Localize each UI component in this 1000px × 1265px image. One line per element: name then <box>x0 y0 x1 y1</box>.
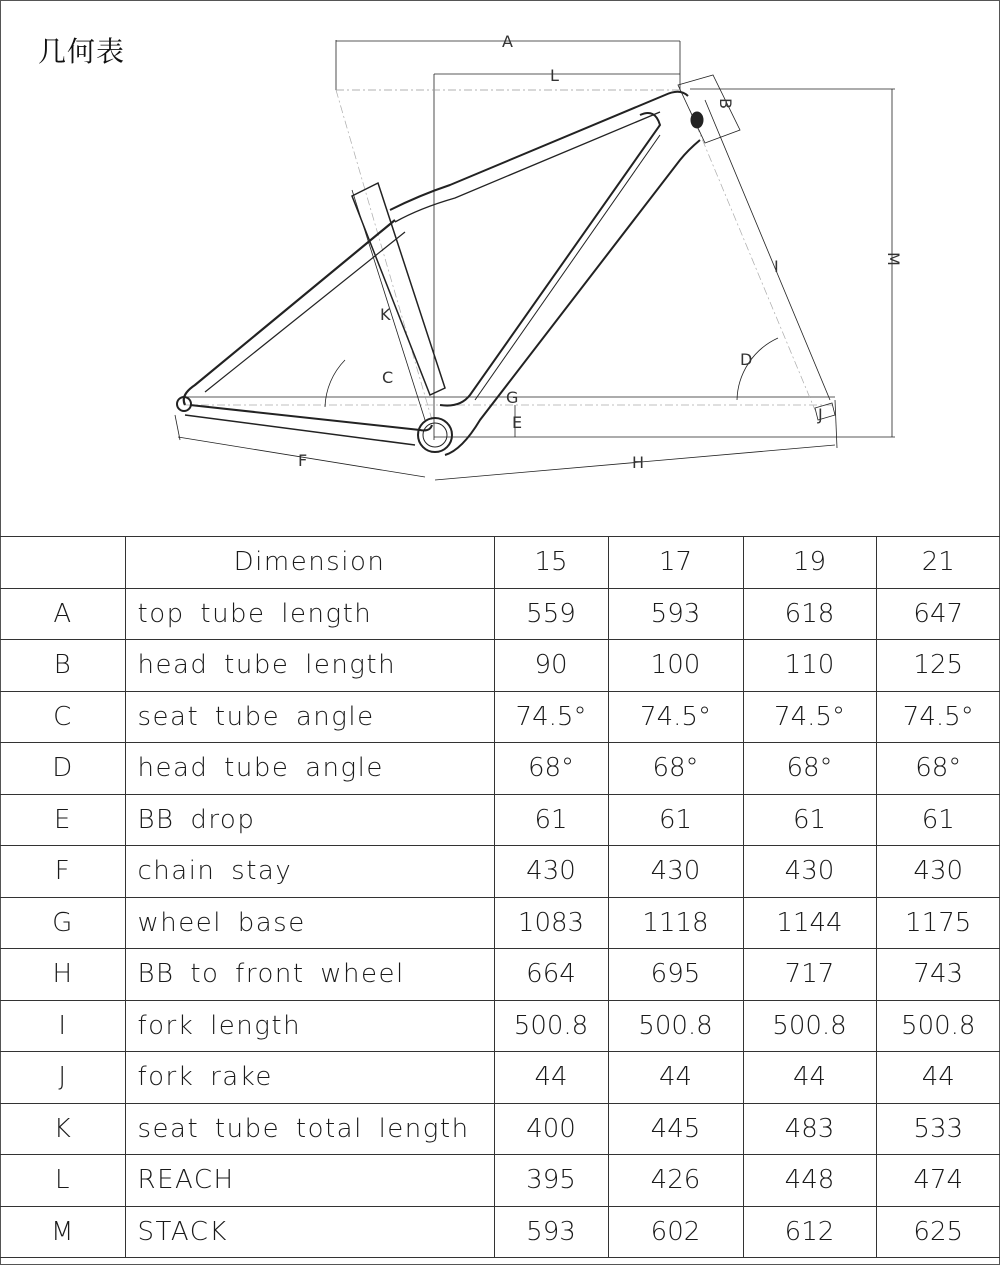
row-value: 500.8 <box>876 1000 1000 1052</box>
row-value: 68° <box>743 743 876 795</box>
row-key: J <box>0 1052 125 1104</box>
row-name: head tube angle <box>125 743 494 795</box>
dim-label-c: C <box>382 368 394 387</box>
frame-geometry-diagram <box>0 0 1000 535</box>
row-value: 395 <box>494 1155 608 1207</box>
row-value: 68° <box>608 743 743 795</box>
row-key: L <box>0 1155 125 1207</box>
header-dimension: Dimension <box>125 537 494 589</box>
row-name: fork rake <box>125 1052 494 1104</box>
row-value: 647 <box>876 588 1000 640</box>
dim-label-l: L <box>550 66 559 85</box>
row-value: 445 <box>608 1103 743 1155</box>
row-value: 664 <box>494 949 608 1001</box>
row-value: 717 <box>743 949 876 1001</box>
row-value: 559 <box>494 588 608 640</box>
row-value: 612 <box>743 1206 876 1258</box>
geometry-table <box>0 536 1000 1258</box>
row-key: F <box>0 846 125 898</box>
header-size: 21 <box>876 537 1000 589</box>
row-key: I <box>0 1000 125 1052</box>
dim-label-h: H <box>632 453 645 472</box>
row-value: 430 <box>608 846 743 898</box>
row-value: 125 <box>876 640 1000 692</box>
dim-label-i: I <box>774 257 779 276</box>
row-value: 426 <box>608 1155 743 1207</box>
row-value: 430 <box>494 846 608 898</box>
dim-label-b: B <box>716 98 735 109</box>
row-name: wheel base <box>125 897 494 949</box>
dim-label-k: K <box>380 305 391 324</box>
row-key: A <box>0 588 125 640</box>
row-value: 500.8 <box>494 1000 608 1052</box>
table-row <box>0 691 1000 743</box>
row-name: BB drop <box>125 794 494 846</box>
row-value: 474 <box>876 1155 1000 1207</box>
row-value: 61 <box>876 794 1000 846</box>
row-value: 1175 <box>876 897 1000 949</box>
dim-label-a: A <box>502 32 513 51</box>
row-name: STACK <box>125 1206 494 1258</box>
row-name: top tube length <box>125 588 494 640</box>
header-size: 17 <box>608 537 743 589</box>
row-value: 74.5° <box>743 691 876 743</box>
header-size: 15 <box>494 537 608 589</box>
row-value: 1083 <box>494 897 608 949</box>
row-key: H <box>0 949 125 1001</box>
page-title: 几何表 <box>38 35 126 68</box>
table-row <box>0 1052 1000 1104</box>
row-value: 430 <box>876 846 1000 898</box>
row-value: 533 <box>876 1103 1000 1155</box>
table-row <box>0 1000 1000 1052</box>
row-value: 593 <box>608 588 743 640</box>
dim-label-e: E <box>512 413 523 432</box>
row-key: E <box>0 794 125 846</box>
row-name: fork length <box>125 1000 494 1052</box>
row-name: seat tube total length <box>125 1103 494 1155</box>
row-key: K <box>0 1103 125 1155</box>
row-value: 74.5° <box>494 691 608 743</box>
row-value: 61 <box>743 794 876 846</box>
row-value: 483 <box>743 1103 876 1155</box>
table-row <box>0 846 1000 898</box>
row-value: 625 <box>876 1206 1000 1258</box>
dim-label-m: M <box>884 252 903 266</box>
row-value: 448 <box>743 1155 876 1207</box>
row-value: 618 <box>743 588 876 640</box>
row-name: BB to front wheel <box>125 949 494 1001</box>
row-value: 593 <box>494 1206 608 1258</box>
row-value: 500.8 <box>608 1000 743 1052</box>
row-value: 500.8 <box>743 1000 876 1052</box>
header-size: 19 <box>743 537 876 589</box>
row-value: 1118 <box>608 897 743 949</box>
row-name: seat tube angle <box>125 691 494 743</box>
row-value: 44 <box>743 1052 876 1104</box>
table-row <box>0 794 1000 846</box>
row-value: 90 <box>494 640 608 692</box>
row-value: 44 <box>876 1052 1000 1104</box>
row-value: 44 <box>608 1052 743 1104</box>
row-name: chain stay <box>125 846 494 898</box>
row-value: 1144 <box>743 897 876 949</box>
row-name: REACH <box>125 1155 494 1207</box>
table-row <box>0 949 1000 1001</box>
row-value: 68° <box>876 743 1000 795</box>
row-key: G <box>0 897 125 949</box>
table-row <box>0 743 1000 795</box>
table-row <box>0 1206 1000 1258</box>
row-value: 74.5° <box>608 691 743 743</box>
row-value: 100 <box>608 640 743 692</box>
table-row <box>0 897 1000 949</box>
table-row <box>0 588 1000 640</box>
row-key: M <box>0 1206 125 1258</box>
dim-label-d: D <box>740 350 753 369</box>
row-value: 430 <box>743 846 876 898</box>
row-value: 743 <box>876 949 1000 1001</box>
row-key: D <box>0 743 125 795</box>
dim-label-j: J <box>818 405 823 424</box>
row-name: head tube length <box>125 640 494 692</box>
table-header-row <box>0 537 1000 589</box>
row-value: 602 <box>608 1206 743 1258</box>
row-value: 74.5° <box>876 691 1000 743</box>
table-row <box>0 640 1000 692</box>
table-row <box>0 1103 1000 1155</box>
table-row <box>0 1155 1000 1207</box>
row-value: 400 <box>494 1103 608 1155</box>
header-key-cell <box>0 537 125 589</box>
row-key: B <box>0 640 125 692</box>
row-value: 44 <box>494 1052 608 1104</box>
row-value: 110 <box>743 640 876 692</box>
dim-label-g: G <box>506 388 519 407</box>
row-key: C <box>0 691 125 743</box>
row-value: 61 <box>494 794 608 846</box>
row-value: 61 <box>608 794 743 846</box>
row-value: 68° <box>494 743 608 795</box>
row-value: 695 <box>608 949 743 1001</box>
dim-label-f: F <box>298 451 308 470</box>
